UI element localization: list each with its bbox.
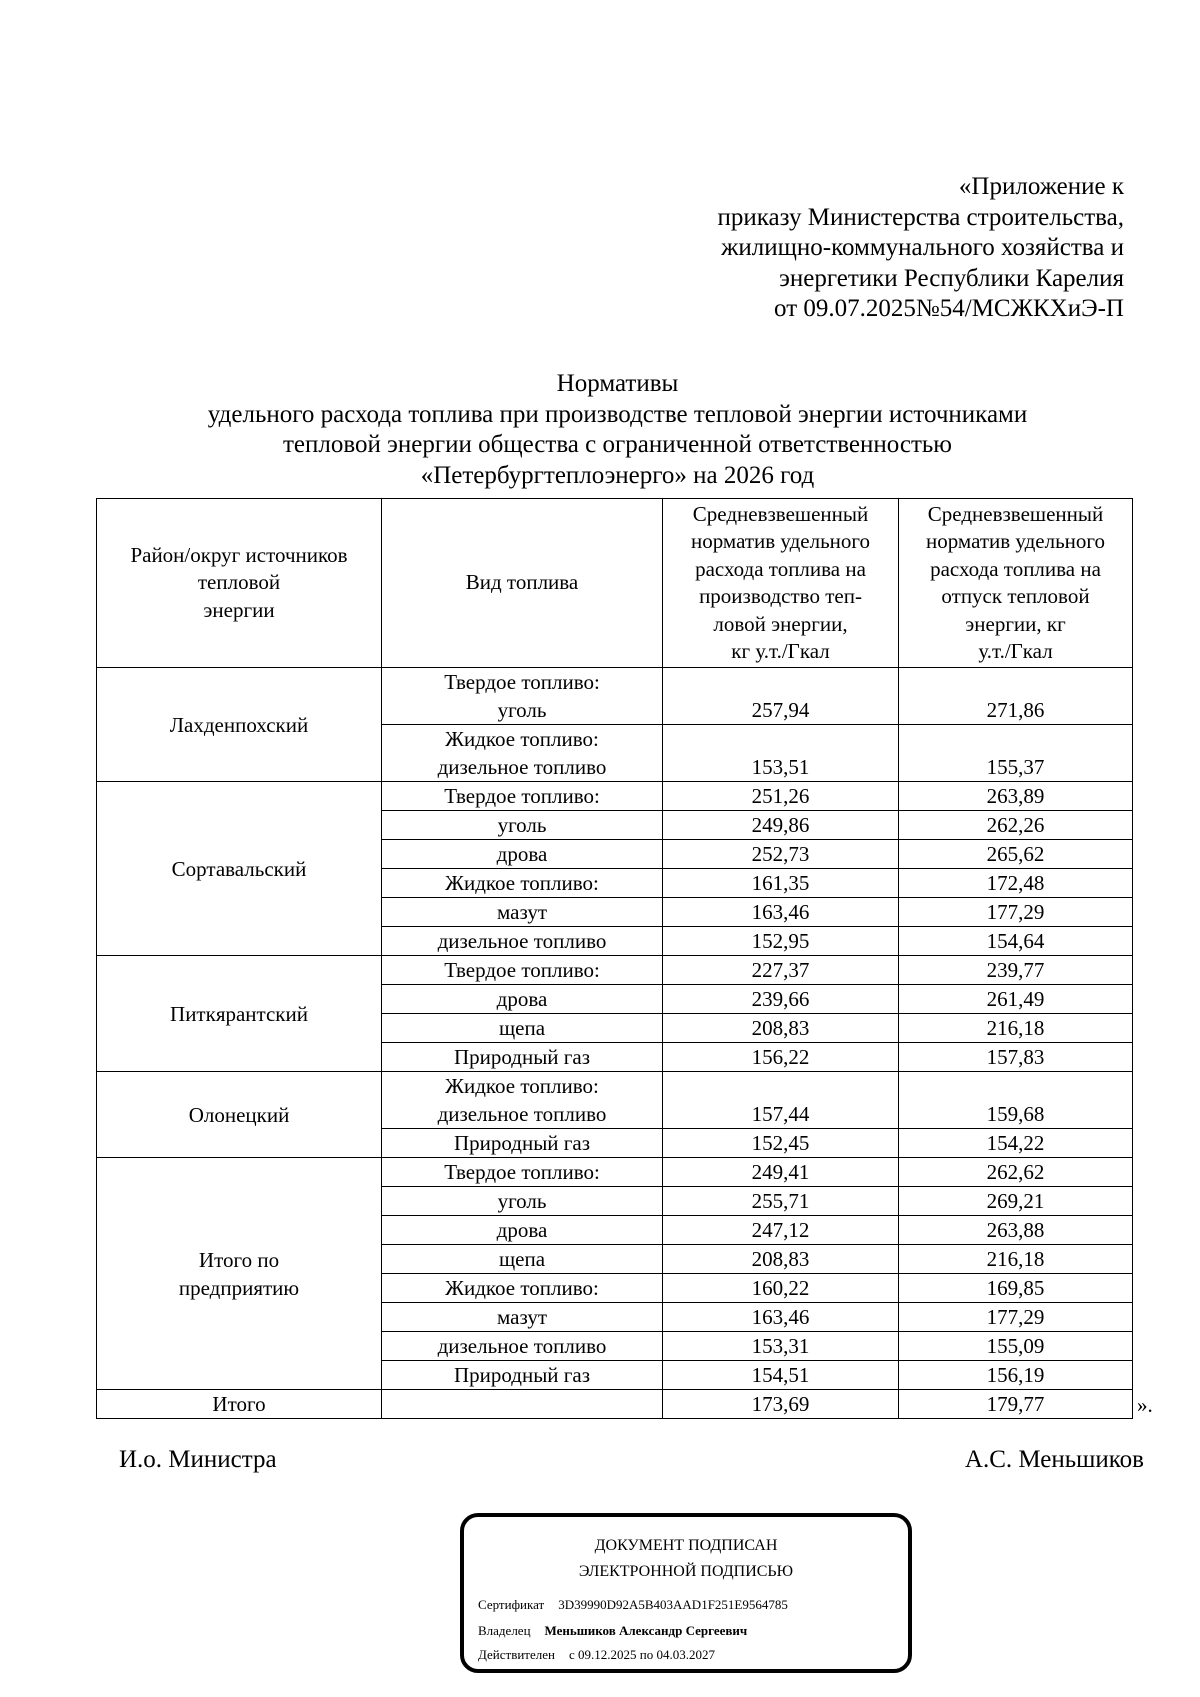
fuel-cell [382,869,663,898]
production-value: 255,71 [663,1187,899,1216]
header-line: кг у.т./Гкал [731,639,830,663]
supply-value: 169,85 [899,1274,1133,1303]
header-line: ловой энергии, [713,611,848,636]
header-line: производство теп- [699,584,862,608]
fuel-cell [382,668,663,725]
header-line: отпуск тепловой [941,584,1090,608]
fuel-cell [382,811,663,840]
fuel-cell [382,1043,663,1072]
supply-value: 261,49 [899,985,1133,1014]
fuel-line: мазут [497,1305,547,1329]
fuel-cell [382,1361,663,1390]
fuel-line: дизельное топливо [437,929,607,953]
header-line: норматив удельного [926,529,1105,553]
header-region [97,499,382,668]
stamp-heading-line: ДОКУМЕНТ ПОДПИСАН [594,1537,778,1554]
fuel-cell [382,956,663,985]
region-line: Итого по [198,1247,280,1272]
production-value: 239,66 [663,985,899,1014]
fuel-cell [382,1332,663,1361]
fuel-line: уголь [497,813,547,837]
supply-value: 271,86 [899,668,1133,725]
header-line: энергии [203,597,275,622]
fuel-line: щепа [498,1247,546,1271]
fuel-cell [382,1187,663,1216]
region-cell [97,668,382,782]
stamp-validity-label: Действителен [478,1647,555,1662]
table-body [97,668,1133,1419]
fuel-line: дизельное топливо [437,755,607,779]
header-production [663,499,899,668]
table-row [97,956,1133,985]
fuel-cell [382,1245,663,1274]
total-supply: 179,77 [899,1390,1133,1419]
header-line: у.т./Гкал [978,639,1053,663]
stamp-heading-line: ЭЛЕКТРОННОЙ ПОДПИСЬЮ [578,1563,794,1580]
production-value: 251,26 [663,782,899,811]
stamp-certificate-label: Сертификат [478,1597,545,1612]
stamp-owner-value: Меньшиков Александр Сергеевич [544,1623,748,1638]
total-label: Итого [97,1390,382,1419]
region-line: Питкярантский [170,1001,308,1026]
fuel-line: дизельное топливо [437,1334,607,1358]
header-supply [899,499,1133,668]
supply-value: 156,19 [899,1361,1133,1390]
supply-value: 265,62 [899,840,1133,869]
signer-title: И.о. Министра [119,1446,277,1473]
supply-value: 154,64 [899,927,1133,956]
fuel-line: Твердое топливо: [444,958,600,982]
closing-quote: ». [1137,1393,1153,1417]
e-signature-stamp [460,1513,912,1673]
supply-value: 216,18 [899,1245,1133,1274]
region-cell [97,1158,382,1390]
table-row [97,668,1133,725]
header-line: Вид топлива [465,570,579,595]
fuel-cell [382,1158,663,1187]
fuel-line: мазут [497,900,547,924]
header-line: тепловой [197,570,281,595]
header-fuel [382,499,663,668]
fuel-line: Жидкое топливо: [445,1276,599,1300]
production-value: 249,86 [663,811,899,840]
supply-value: 263,89 [899,782,1133,811]
fuel-cell [382,840,663,869]
fuel-line: дизельное топливо [437,1102,607,1126]
fuel-cell [382,1216,663,1245]
production-value: 257,94 [663,668,899,725]
appendix-line: энергетики Республики Карелия [779,264,1124,292]
supply-value: 262,62 [899,1158,1133,1187]
fuel-line: Жидкое топливо: [445,1074,599,1098]
production-value: 154,51 [663,1361,899,1390]
production-value: 152,45 [663,1129,899,1158]
fuel-line: Жидкое топливо: [445,727,599,751]
fuel-line: Твердое топливо: [444,1160,600,1184]
region-cell [97,1072,382,1158]
appendix-line: «Приложение к [958,173,1124,200]
document-title [95,369,1140,491]
stamp-certificate-value: 3D39990D92A5B403AAD1F251E9564785 [558,1597,788,1612]
fuel-cell [382,1072,663,1129]
fuel-cell [382,782,663,811]
production-value: 157,44 [663,1072,899,1129]
supply-value: 177,29 [899,1303,1133,1332]
appendix-line: приказу Министерства строительства, [717,203,1124,231]
region-cell [97,782,382,956]
supply-value: 159,68 [899,1072,1133,1129]
fuel-line: уголь [497,698,547,722]
fuel-cell [382,985,663,1014]
total-production: 173,69 [663,1390,899,1419]
total-fuel [382,1390,663,1419]
stamp-validity [478,1647,715,1663]
fuel-cell [382,1129,663,1158]
supply-value: 172,48 [899,869,1133,898]
fuel-line: Твердое топливо: [444,670,600,694]
header-line: Район/округ источников [130,542,348,567]
production-value: 161,35 [663,869,899,898]
supply-value: 216,18 [899,1014,1133,1043]
production-value: 153,51 [663,725,899,782]
header-line: расхода топлива на [695,556,866,581]
region-line: Олонецкий [188,1102,290,1127]
supply-value: 155,37 [899,725,1133,782]
stamp-heading [464,1533,908,1585]
production-value: 252,73 [663,840,899,869]
production-value: 249,41 [663,1158,899,1187]
production-value: 153,31 [663,1332,899,1361]
header-line: норматив удельного [691,529,870,553]
fuel-cell [382,1014,663,1043]
production-value: 156,22 [663,1043,899,1072]
production-value: 163,46 [663,1303,899,1332]
table-row [97,1072,1133,1129]
header-line: энергии, кг [965,611,1066,636]
fuel-line: Природный газ [453,1045,591,1069]
stamp-certificate [478,1597,788,1613]
production-value: 208,83 [663,1245,899,1274]
stamp-owner-label: Владелец [478,1623,531,1638]
appendix-header [564,172,1124,325]
fuel-line: Природный газ [453,1131,591,1155]
supply-value: 262,26 [899,811,1133,840]
region-line: Сортавальский [171,856,307,881]
title-line: тепловой энергии общества с ограниченной ответственностью [283,431,952,458]
stamp-validity-value: с 09.12.2025 по 04.03.2027 [568,1647,715,1662]
title-line: «Петербургтеплоэнерго» на 2026 год [420,461,815,489]
header-line: Средневзвешенный [927,501,1104,526]
fuel-line: Природный газ [453,1363,591,1387]
total-row [97,1390,1133,1419]
fuel-line: Жидкое топливо: [445,871,599,895]
fuel-line: дрова [496,842,548,866]
fuel-line: уголь [497,1189,547,1213]
supply-value: 155,09 [899,1332,1133,1361]
region-cell [97,956,382,1072]
fuel-line: Твердое топливо: [444,784,600,808]
header-line: Средневзвешенный [692,501,869,526]
fuel-line: дрова [496,987,548,1011]
header-line: расхода топлива на [930,556,1101,581]
supply-value: 263,88 [899,1216,1133,1245]
production-value: 163,46 [663,898,899,927]
fuel-cell [382,725,663,782]
fuel-cell [382,927,663,956]
appendix-line: жилищно-коммунального хозяйства и [721,234,1124,261]
table-header [97,499,1133,668]
supply-value: 154,22 [899,1129,1133,1158]
table-row [97,782,1133,811]
fuel-cell [382,1303,663,1332]
production-value: 227,37 [663,956,899,985]
production-value: 160,22 [663,1274,899,1303]
supply-value: 239,77 [899,956,1133,985]
fuel-line: дрова [496,1218,548,1242]
title-line: Нормативы [556,370,679,397]
fuel-line: щепа [498,1016,546,1040]
norms-table [96,498,1133,1419]
production-value: 247,12 [663,1216,899,1245]
production-value: 152,95 [663,927,899,956]
stamp-owner [478,1623,747,1639]
table-row [97,1158,1133,1187]
supply-value: 177,29 [899,898,1133,927]
title-line: удельного расхода топлива при производстве тепловой энергии источниками [207,400,1028,428]
fuel-cell [382,898,663,927]
signer-name: А.С. Меньшиков [964,1446,1144,1473]
supply-value: 157,83 [899,1043,1133,1072]
region-line: предприятию [178,1275,300,1300]
production-value: 208,83 [663,1014,899,1043]
appendix-line: от 09.07.2025№54/МСЖКХиЭ-П [774,295,1124,322]
fuel-cell [382,1274,663,1303]
supply-value: 269,21 [899,1187,1133,1216]
region-line: Лахденпохский [169,712,309,737]
